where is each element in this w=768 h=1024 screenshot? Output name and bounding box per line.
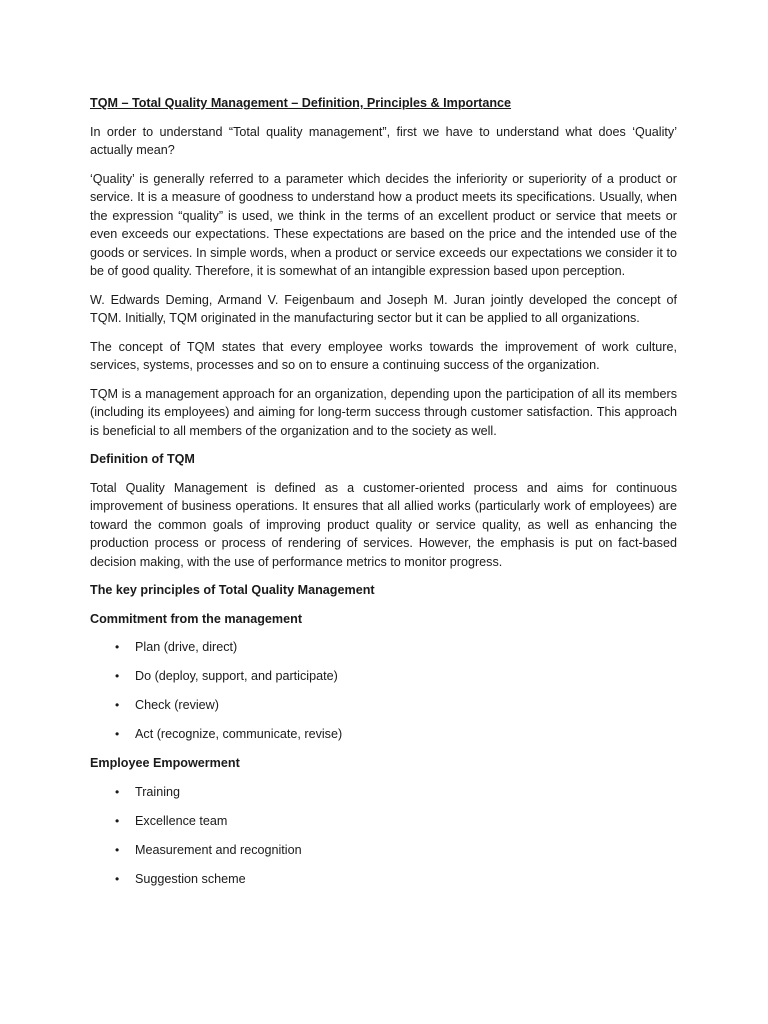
definition-heading: Definition of TQM <box>90 452 195 466</box>
history-paragraph: W. Edwards Deming, Armand V. Feigenbaum and Joseph M. Juran jointly developed the concept of TQM. Initially, TQM originated in the manufacturing sector but it can be applied to all organizations. <box>90 292 677 325</box>
document-page <box>90 94 677 899</box>
empowerment-list <box>90 783 677 889</box>
bullet-icon: • <box>115 727 120 741</box>
list-item-text: Training <box>135 784 181 799</box>
bullet-icon: • <box>115 640 120 654</box>
list-item <box>90 870 677 889</box>
list-item-text: Excellence team <box>135 813 228 828</box>
bullet-icon: • <box>115 784 120 799</box>
approach-paragraph: TQM is a management approach for an organization, depending upon the participation of all its members (including its employees) and aiming for long-term success through customer satisfaction. This approach is beneficial to all members of the organization and to the society as well. <box>90 386 677 438</box>
intro-paragraph: In order to understand “Total quality management”, first we have to understand what does ‘Quality’ actually mean? <box>90 124 677 157</box>
list-item <box>90 638 677 657</box>
bullet-icon: • <box>115 871 120 886</box>
list-item <box>90 841 677 860</box>
principles-heading: The key principles of Total Quality Management <box>90 583 375 597</box>
quality-definition-paragraph: ‘Quality’ is generally referred to a parameter which decides the inferiority or superiority of a product or service. It is a measure of goodness to understand how a product meets its specifications. Usually, when the expression “quality” is used, we think in the terms of an excellent product or service that meets or even exceeds our expectations. These expectations are based on the price and the intended use of the goods or services. In simple words, when a product or service exceeds our expectations we consider it to be of good quality. Therefore, it is somewhat of an intangible expression based upon perception. <box>90 171 677 278</box>
bullet-icon: • <box>115 842 120 857</box>
empowerment-heading: Employee Empowerment <box>90 756 240 770</box>
list-item <box>90 667 677 686</box>
list-item-text: Check (review) <box>135 698 219 712</box>
list-item-text: Measurement and recognition <box>135 842 302 857</box>
list-item <box>90 696 677 715</box>
commitment-list <box>90 638 677 744</box>
bullet-icon: • <box>115 813 120 828</box>
list-item-text: Plan (drive, direct) <box>135 640 238 654</box>
list-item <box>90 812 677 831</box>
document-title: TQM – Total Quality Management – Definition, Principles & Importance <box>90 96 512 110</box>
list-item <box>90 783 677 802</box>
concept-paragraph: The concept of TQM states that every employee works towards the improvement of work culture, services, systems, processes and so on to ensure a continuing success of the organization. <box>90 339 677 372</box>
bullet-icon: • <box>115 669 120 683</box>
list-item-text: Act (recognize, communicate, revise) <box>135 727 343 741</box>
bullet-icon: • <box>115 698 120 712</box>
list-item-text: Do (deploy, support, and participate) <box>135 669 338 683</box>
list-item <box>90 725 677 744</box>
definition-paragraph: Total Quality Management is defined as a customer-oriented process and aims for continuous improvement of business operations. It ensures that all allied works (particularly work of employees) are toward the common goals of improving product quality or service quality, as well as enhancing the production process or process of rendering of services. However, the emphasis is put on fact-based decision making, with the use of performance metrics to monitor progress. <box>90 480 677 569</box>
list-item-text: Suggestion scheme <box>135 871 246 886</box>
commitment-heading: Commitment from the management <box>90 611 303 626</box>
